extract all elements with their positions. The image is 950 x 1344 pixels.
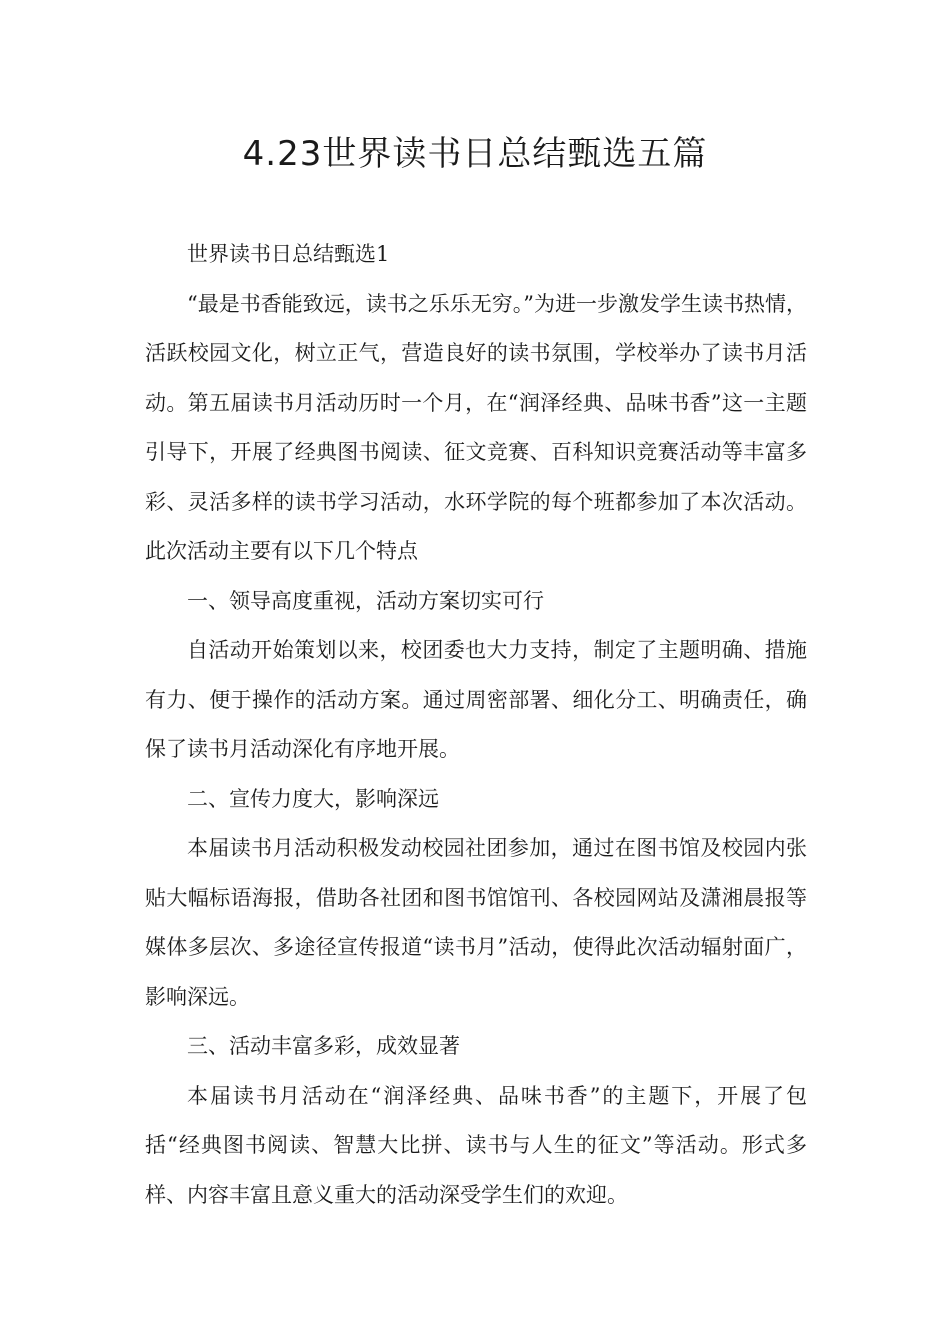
document-title: 4.23世界读书日总结甄选五篇 [242, 134, 708, 174]
section-heading: 一、领导高度重视，活动方案切实可行 [187, 588, 544, 613]
section-heading-1: 世界读书日总结甄选1 [187, 242, 390, 266]
body-paragraph: 本届读书月活动积极发动校园社团参加，通过在图书馆及校园内张贴大幅标语海报，借助各社团和图书馆馆刊、各校园网站及潇湘晨报等媒体多层次、多途径宣传报道“读书月”活动，使得此次活动辐射面广，影响深远。 [145, 836, 807, 1009]
section-heading: 二、宣传力度大，影响深远 [187, 786, 439, 811]
body-paragraph: 自活动开始策划以来，校团委也大力支持，制定了主题明确、措施有力、便于操作的活动方案。通过周密部署、细化分工、明确责任，确保了读书月活动深化有序地开展。 [145, 638, 807, 761]
body-paragraph: 本届读书月活动在“润泽经典、品味书香”的主题下，开展了包括“经典图书阅读、智慧大比拼、读书与人生的征文”等活动。形式多样、内容丰富且意义重大的活动深受学生们的欢迎。 [145, 1083, 807, 1207]
body-paragraph: “最是书香能致远，读书之乐乐无穷。”为进一步激发学生读书热情，活跃校园文化，树立正气，营造良好的读书氛围，学校举办了读书月活动。第五届读书月活动历时一个月，在“润泽经典、品味书香”这一主题引导下，开展了经典图书阅读、征文竞赛、百科知识竞赛活动等丰富多彩、灵活多样的读书学习活动，水环学院的每个班都参加了本次活动。此次活动主要有以下几个特点 [145, 291, 807, 563]
document-body [145, 230, 807, 1220]
section-heading: 三、活动丰富多彩，成效显著 [187, 1034, 460, 1058]
